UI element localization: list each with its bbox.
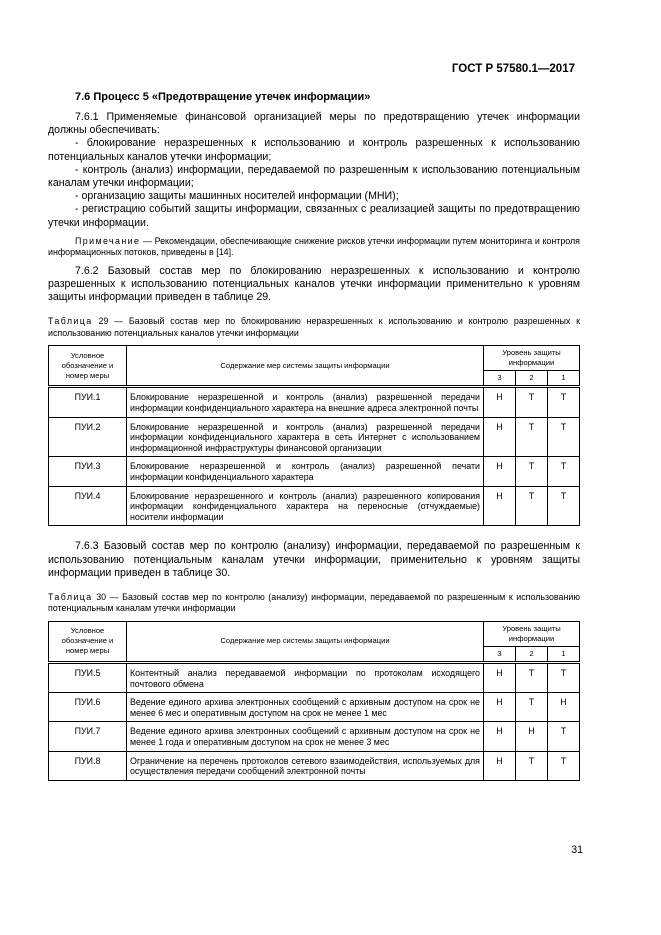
measure-id: ПУИ.6 (49, 693, 127, 722)
level-2-header: 2 (516, 646, 548, 662)
level-2-value: Т (516, 387, 548, 417)
table-29 (48, 345, 580, 526)
caption-text: 30 — Базовый состав мер по контролю (анализу) информации, передаваемой по разрешенным к использованию потенциальным каналам утечки информации (48, 591, 580, 614)
level-3-value: Н (484, 387, 516, 417)
measure-id: ПУИ.1 (49, 387, 127, 417)
col-header-content: Содержание мер системы защиты информации (127, 346, 484, 387)
measure-text: Контентный анализ передаваемой информации по протоколам исходящего почтового обмена (127, 662, 484, 692)
note-label: Примечание (75, 235, 141, 246)
col-header-content: Содержание мер системы защиты информации (127, 621, 484, 662)
measure-id: ПУИ.4 (49, 486, 127, 526)
col-header-levels: Уровень защиты информации (484, 621, 580, 646)
paragraph-7-6-1: 7.6.1 Применяемые финансовой организацией меры по предотвращению утечек информации должны обеспечивать: (48, 111, 580, 137)
caption-label: Таблица (48, 591, 93, 602)
measure-id: ПУИ.8 (49, 751, 127, 780)
table-row (49, 486, 580, 526)
level-3-value: Н (484, 751, 516, 780)
page-number: 31 (571, 844, 583, 856)
level-2-value: Т (516, 693, 548, 722)
bullet-item: - контроль (анализ) информации, передаваемой по разрешенным к использованию потенциальным каналам утечки информации; (48, 163, 580, 190)
level-3-value: Н (484, 722, 516, 751)
note (48, 236, 580, 259)
measure-id: ПУИ.7 (49, 722, 127, 751)
level-2-value: Т (516, 751, 548, 780)
level-1-value: Т (548, 486, 580, 526)
standard-designation: ГОСТ Р 57580.1—2017 (451, 63, 575, 75)
table-row (49, 387, 580, 417)
bullet-item: - организацию защиты машинных носителей информации (МНИ); (75, 190, 399, 203)
level-1-header: 1 (548, 646, 580, 662)
table-row (49, 662, 580, 692)
bullet-item: - регистрацию событий защиты информации, связанных с реализацией защиты по предотвращению утечки информации. (48, 203, 580, 229)
measure-text: Ведение единого архива электронных сообщений с архивным доступом на срок не менее 6 мес и оперативным доступом на срок не менее 1 мес (127, 693, 484, 722)
level-1-value: Т (548, 387, 580, 417)
level-1-header: 1 (548, 371, 580, 387)
col-header-levels: Уровень защиты информации (484, 346, 580, 371)
measure-text: Блокирование неразрешенной и контроль (анализ) разрешенной передачи информации конфиденциального характера на внешние адреса электронной почты (127, 387, 484, 417)
level-3-value: Н (484, 693, 516, 722)
level-2-value: Н (516, 722, 548, 751)
measure-id: ПУИ.2 (49, 417, 127, 457)
level-3-header: 3 (484, 371, 516, 387)
table-30-caption (48, 592, 580, 615)
col-header-id: Условное обозначение и номер меры (49, 621, 127, 662)
table-row (49, 417, 580, 457)
measure-id: ПУИ.5 (49, 662, 127, 692)
col-header-id: Условное обозначение и номер меры (49, 346, 127, 387)
measure-text: Ограничение на перечень протоколов сетевого взаимодействия, используемых для осуществления передачи сообщений электронной почты (127, 751, 484, 780)
level-2-value: Т (516, 486, 548, 526)
table-row (49, 457, 580, 486)
caption-label: Таблица (48, 316, 93, 327)
level-1-value: Т (548, 662, 580, 692)
table-30 (48, 621, 580, 781)
level-2-header: 2 (516, 371, 548, 387)
level-2-value: Т (516, 417, 548, 457)
measure-text: Ведение единого архива электронных сообщений с архивным доступом на срок не менее 1 года и оперативным доступом на срок не менее 3 мес (127, 722, 484, 751)
table-29-caption (48, 316, 580, 339)
note-text: — Рекомендации, обеспечивающие снижение рисков утечки информации путем мониторинга и контроля информационных потоков, приведены в [14]. (48, 235, 580, 258)
bullet-item: - блокирование неразрешенных к использованию и контроль разрешенных к использованию потенциальных каналов утечки информации; (48, 137, 580, 163)
page-content (48, 90, 580, 781)
table-row (49, 722, 580, 751)
level-1-value: Т (548, 457, 580, 486)
table-row (49, 693, 580, 722)
measure-text: Блокирование неразрешенной и контроль (анализ) разрешенной печати информации конфиденциального характера (127, 457, 484, 486)
paragraph-7-6-3: 7.6.3 Базовый состав мер по контролю (анализу) информации, передаваемой по разрешенным к использованию потенциальным каналам утечки информации, применительно к уровням защиты информации приведен в таблице 30. (48, 540, 580, 579)
level-2-value: Т (516, 457, 548, 486)
level-2-value: Т (516, 662, 548, 692)
caption-text: 29 — Базовый состав мер по блокированию неразрешенных к использованию и контролю разрешенных к использованию потенциальных каналов утечки информации (48, 316, 580, 338)
level-3-value: Н (484, 662, 516, 692)
paragraph-7-6-2: 7.6.2 Базовый состав мер по блокированию неразрешенных к использованию и контролю разрешенных к использованию потенциальных каналов утечки информации применительно к уровням защиты информации приведен в таблице 29. (48, 264, 580, 304)
level-3-value: Н (484, 486, 516, 526)
level-1-value: Н (548, 693, 580, 722)
level-3-value: Н (484, 417, 516, 457)
section-title: 7.6 Процесс 5 «Предотвращение утечек информации» (75, 91, 371, 103)
measure-text: Блокирование неразрешенного и контроль (анализ) разрешенного копирования информации конфиденциального характера на переносные (отчуждаемые) носители информации (127, 486, 484, 526)
measure-text: Блокирование неразрешенной и контроль (анализ) разрешенной передачи информации конфиденциального характера в сеть Интернет с использованием информационной инфраструктуры финансовой организации (127, 417, 484, 457)
level-3-value: Н (484, 457, 516, 486)
level-3-header: 3 (484, 646, 516, 662)
level-1-value: Т (548, 417, 580, 457)
level-1-value: Т (548, 722, 580, 751)
table-row (49, 751, 580, 780)
measure-id: ПУИ.3 (49, 457, 127, 486)
level-1-value: Т (548, 751, 580, 780)
